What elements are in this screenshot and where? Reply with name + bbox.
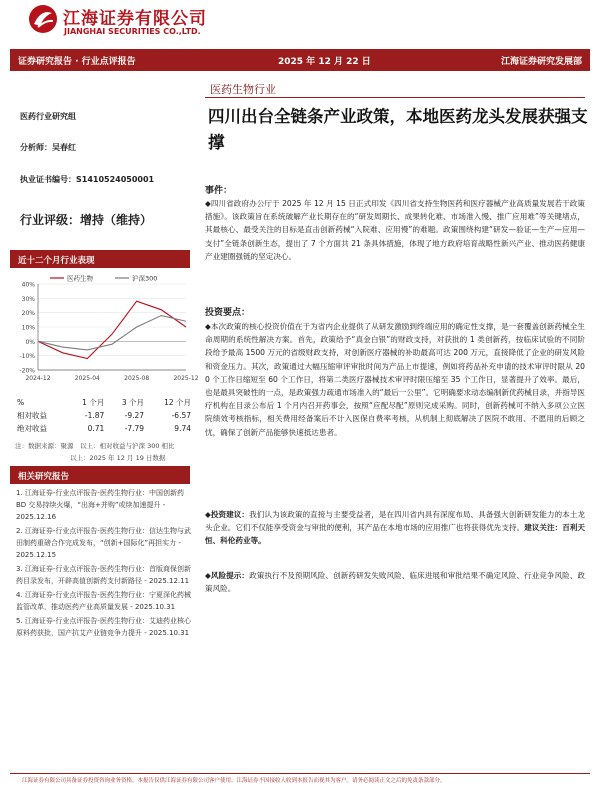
report-date: 2025 年 12 月 22 日 bbox=[278, 57, 371, 67]
performance-chart bbox=[10, 270, 199, 388]
related-reports-header bbox=[10, 466, 190, 484]
department-label: 江海证券研究发展部 bbox=[500, 57, 582, 67]
investment-advice-body: 我们认为该政策的直接与主要受益者，是在四川省内具有深度布局、具备强大创新研发能力的本土龙头企业。它们不仅能享受资金与审批的便利，其产品在本地市场的应用推广也将获得优先支持。 bbox=[205, 510, 586, 533]
related-report-link[interactable]: 1. 江海证券-行业点评报告-医药生物行业：中国创新药 BD 交易持续火爆，“出海+并购”或续加速提升 - 2025.12.16 bbox=[16, 489, 184, 521]
industry-rating: 行业评级：增持（维持） bbox=[20, 213, 153, 227]
related-report-link[interactable]: 2. 江海证券-行业点评报告-医药生物行业：信达生物与武田制药重磅合作完成发布，“创新+国际化”再担实力 - 2025.12.15 bbox=[16, 527, 191, 559]
investment-advice-text bbox=[205, 508, 585, 548]
related-reports-title: 相关研究报告 bbox=[18, 472, 70, 482]
investment-advice-section bbox=[205, 508, 585, 548]
related-report-link[interactable]: 3. 江海证券-行业点评报告-医药生物行业：首版商保创新药目录发布，开辟高值创新药支付新路径 - 2025.12.11 bbox=[16, 565, 191, 585]
related-report-link[interactable]: 4. 江海证券-行业点评报告-医药生物行业：宁夏深化药械监管改革，推动医药产业高质量发展 - 2025.10.31 bbox=[16, 591, 191, 611]
investment-points-body: 本次政策的核心投资价值在于为省内企业提供了从研发激励到终端应用的确定性支撑，是一套覆盖创新药械全生命周期的系统性解决方案。首先，政策给予“真金白银”的财政支持，对获批的 1 类创新药，按临床试验的不同阶段给予最高 1500 万元的省级财政支持，对创新医疗器械的补助最高可达 200 万元，直接降低了企业的研发风险和资金压力。其次，政策通过大幅压缩审评审批时间为产品上市提速，例如将药品补充申请的技术审评时限从 200 个工作日缩短至 60 个工作日，将第二类医疗器械技术审评时限压缩至 35 个工作日，显著提升了效率。最后，也是最具突破性的一点，是政策强力疏通市场准入的“最后一公里”。它明确要求动态编制新优药械目录，并指导医疗机构在目录公布后 1 个月内召开药事会，按照“应配尽配”原则完成采购。同时，创新药械可不纳入多项公立医院绩效考核指标，相关费用经备案后不计入医保自费率考核，从机制上彻底解决了医院不敢用、不愿用的后顾之忧，确保了创新产品能够快速抵达患者。 bbox=[205, 322, 585, 437]
chart-source-note: 注：数据来源：聚源 以上：相对收益与沪深 300 相比 bbox=[15, 442, 175, 450]
series-line-csi300 bbox=[38, 316, 186, 350]
table-cell: 9.74 bbox=[174, 424, 191, 433]
table-cell: -7.79 bbox=[124, 424, 145, 433]
event-section bbox=[205, 197, 585, 263]
risk-section bbox=[205, 569, 585, 595]
table-header-cell: % bbox=[17, 398, 25, 407]
table-row bbox=[15, 422, 193, 435]
event-title: 事件： bbox=[205, 186, 233, 196]
related-reports-list bbox=[16, 487, 192, 639]
company-name-en: JIANGHAI SECURITIES CO.,LTD. bbox=[64, 27, 201, 36]
divider bbox=[205, 97, 585, 98]
performance-table bbox=[15, 396, 193, 435]
x-tick-label: 2025-04 bbox=[74, 375, 100, 382]
y-tick-label: 0% bbox=[25, 338, 35, 346]
certificate-number: 执业证书编号：S1410524050001 bbox=[20, 175, 155, 184]
table-header-cell: 3 个月 bbox=[121, 398, 145, 407]
risk-body: 政策执行不及预期风险、创新药研发失败风险、临床进展和审批结果不确定风险、行业竞争风险、政策风险。 bbox=[205, 571, 586, 594]
related-report-link[interactable]: 5. 江海证券-行业点评报告-医药生物行业：艾迪药业核心原料药获批，国产抗艾产业链竞争力提升 - 2025.10.31 bbox=[16, 617, 191, 637]
x-tick-label: 2025-12 bbox=[173, 375, 199, 382]
event-text bbox=[205, 197, 585, 263]
report-type-bar bbox=[10, 49, 590, 71]
y-tick-label: 20% bbox=[21, 310, 35, 318]
table-cell: -6.57 bbox=[171, 411, 191, 420]
report-type-label: 证券研究报告 · 行业点评报告 bbox=[18, 57, 136, 67]
table-cell: 0.71 bbox=[87, 424, 105, 433]
advice-focus-companies: 百利天恒、科伦药业等。 bbox=[205, 523, 585, 546]
y-tick-label: -10% bbox=[19, 353, 35, 361]
investment-points-title: 投资要点： bbox=[205, 308, 251, 318]
investment-points-text bbox=[205, 320, 585, 439]
advice-focus-label: 建议关注： bbox=[524, 523, 563, 533]
x-tick-label: 2025-08 bbox=[124, 375, 150, 382]
table-header-cell: 12 个月 bbox=[164, 398, 191, 407]
company-name-cn: 江海证券有限公司 bbox=[63, 9, 207, 29]
footer-divider bbox=[10, 773, 590, 774]
y-tick-label: 30% bbox=[21, 295, 35, 303]
investment-advice-title: 投资建议： bbox=[210, 510, 250, 519]
event-body: 四川省政府办公厅于 2025 年 12 月 15 日正式印发《四川省支持生物医药和医疗器械产业高质量发展若干政策措施》。该政策旨在系统破解产业长期存在的“研发周期长、成果转化难、市场准入慢、推广应用难”等关键堵点，其最核心、最受关注的目标是直击创新药械“入院难、应用慢”的难题。政策围绕构建“研发—验证—生产—应用—支付”全链条创新生态，提出了 7 个方面共 21 条具体措施，体现了地方政府培育战略性新兴产业、推动医药健康产业建圈强链的坚定决心。 bbox=[205, 199, 585, 261]
risk-text bbox=[205, 569, 585, 595]
research-team: 医药行业研究组 bbox=[20, 112, 76, 121]
bullet-icon: ◆ bbox=[205, 571, 211, 580]
y-tick-label: 10% bbox=[21, 324, 35, 332]
bullet-icon: ◆ bbox=[205, 322, 211, 331]
chart-date-note: 以上：2025 年 12 月 19 日数据 bbox=[70, 454, 166, 462]
analyst-name: 分析师：吴春红 bbox=[20, 143, 76, 152]
row-label: 相对收益 bbox=[17, 411, 47, 420]
legend-label: 沪深300 bbox=[132, 274, 158, 283]
investment-points-section bbox=[205, 320, 585, 439]
performance-section-header bbox=[10, 250, 190, 268]
bullet-icon: ◆ bbox=[205, 199, 211, 208]
bullet-icon: ◆ bbox=[205, 510, 211, 519]
footer-disclaimer: 江海证券有限公司具备证券投资咨询业务资格。本报告仅供江海证券有限公司客户使用。江海证券不因接收人收到本报告而视其为客户。请务必阅读正文之后的免责条款部分。 bbox=[22, 778, 446, 784]
risk-title: 风险提示： bbox=[210, 571, 250, 580]
row-label: 绝对收益 bbox=[17, 424, 47, 433]
legend-label: 医药生物 bbox=[67, 274, 93, 283]
y-tick-label: 40% bbox=[21, 281, 35, 289]
table-header-row bbox=[15, 396, 193, 409]
company-logo-icon bbox=[28, 4, 58, 34]
x-tick-label: 2024-12 bbox=[25, 375, 51, 382]
industry-tag: 医药生物行业 bbox=[210, 83, 276, 96]
series-line-pharma bbox=[38, 301, 186, 358]
performance-section-title: 近十二个月行业表现 bbox=[18, 256, 95, 266]
table-row bbox=[15, 409, 193, 422]
table-cell: -9.27 bbox=[124, 411, 145, 420]
table-header-cell: 1 个月 bbox=[82, 398, 105, 407]
table-cell: -1.87 bbox=[84, 411, 105, 420]
report-headline: 四川出台全链条产业政策，本地医药龙头发展获强支撑 bbox=[208, 107, 588, 152]
y-tick-label: -20% bbox=[19, 367, 35, 375]
